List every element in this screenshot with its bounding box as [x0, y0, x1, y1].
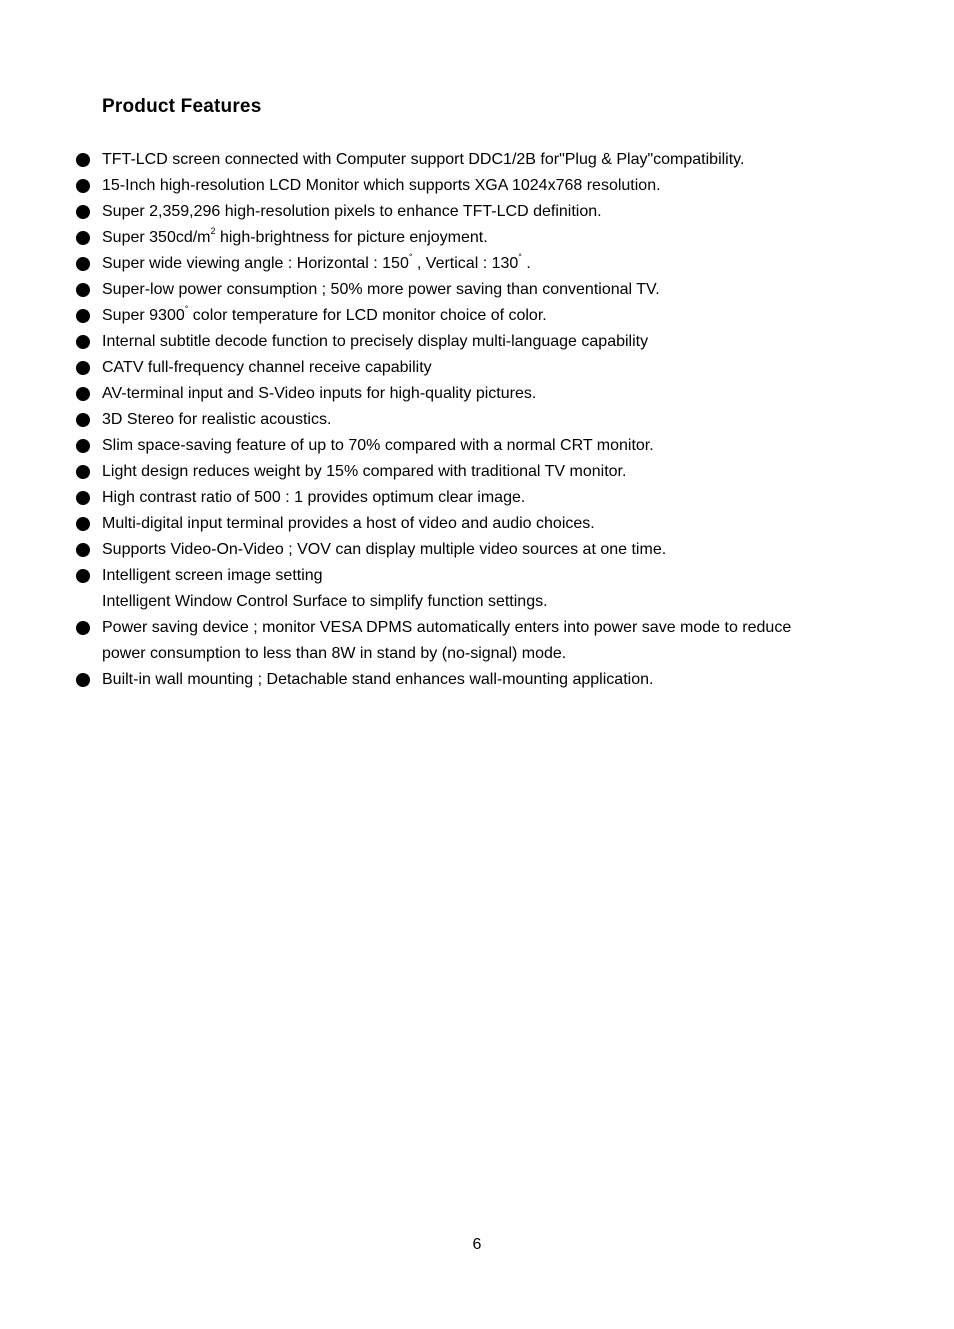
feature-text: , Vertical : 130: [412, 255, 519, 272]
feature-text-line: [102, 459, 876, 485]
bullet-icon: [76, 465, 90, 479]
feature-text-line: [102, 511, 876, 537]
feature-text-line: [102, 433, 876, 459]
bullet-icon: [76, 231, 90, 245]
bullet-icon: [76, 309, 90, 323]
feature-item: [76, 173, 876, 199]
feature-text-line: [102, 199, 876, 225]
feature-text-line: [102, 329, 876, 355]
bullet-icon: [76, 569, 90, 583]
feature-text: color temperature for LCD monitor choice of color.: [188, 307, 547, 324]
feature-text: Supports Video-On-Video ; VOV can display multiple video sources at one time.: [102, 541, 667, 558]
feature-text-line: [102, 537, 876, 563]
bullet-icon: [76, 205, 90, 219]
bullet-icon: [76, 543, 90, 557]
feature-item: [76, 615, 876, 667]
feature-text-line: [102, 563, 876, 589]
feature-item: [76, 355, 876, 381]
feature-item: [76, 199, 876, 225]
feature-item: [76, 147, 876, 173]
bullet-icon: [76, 257, 90, 271]
feature-text-line: [102, 225, 876, 251]
feature-text: Slim space-saving feature of up to 70% compared with a normal CRT monitor.: [102, 437, 654, 454]
feature-text-line: [102, 667, 876, 693]
feature-text-line: [102, 147, 876, 173]
feature-text-line: [102, 251, 876, 277]
superscript: °: [408, 251, 413, 262]
feature-text: AV-terminal input and S-Video inputs for high-quality pictures.: [102, 385, 537, 402]
superscript: 2: [210, 225, 216, 236]
feature-text-line: [102, 303, 876, 329]
feature-text: Multi-digital input terminal provides a host of video and audio choices.: [102, 515, 595, 532]
feature-item: [76, 459, 876, 485]
bullet-icon: [76, 517, 90, 531]
feature-text: TFT-LCD screen connected with Computer support DDC1/2B for"Plug & Play"compatibility.: [102, 151, 745, 168]
feature-text-line: [102, 485, 876, 511]
feature-item: [76, 277, 876, 303]
bullet-icon: [76, 387, 90, 401]
feature-item: [76, 381, 876, 407]
feature-text-line: [102, 641, 876, 667]
bullet-icon: [76, 491, 90, 505]
feature-text: Super 350cd/m: [102, 229, 211, 246]
feature-item: [76, 303, 876, 329]
feature-text-line: [102, 173, 876, 199]
feature-text-line: [102, 381, 876, 407]
feature-text: 3D Stereo for realistic acoustics.: [102, 411, 332, 428]
feature-text: Light design reduces weight by 15% compared with traditional TV monitor.: [102, 463, 627, 480]
page-title: Product Features: [102, 96, 262, 117]
feature-item: [76, 537, 876, 563]
feature-list: [76, 147, 876, 693]
feature-item: [76, 329, 876, 355]
bullet-icon: [76, 283, 90, 297]
feature-item: [76, 407, 876, 433]
feature-text: Super 2,359,296 high-resolution pixels to enhance TFT-LCD definition.: [102, 203, 602, 220]
feature-text: Internal subtitle decode function to precisely display multi-language capability: [102, 333, 649, 350]
feature-item: [76, 485, 876, 511]
feature-text: CATV full-frequency channel receive capability: [102, 359, 432, 376]
feature-text: Super wide viewing angle : Horizontal : 150: [102, 255, 409, 272]
feature-item: [76, 251, 876, 277]
feature-text: Intelligent Window Control Surface to simplify function settings.: [102, 593, 548, 610]
feature-text: high-brightness for picture enjoyment.: [215, 229, 488, 246]
feature-item: [76, 225, 876, 251]
bullet-icon: [76, 413, 90, 427]
bullet-icon: [76, 153, 90, 167]
feature-text-line: [102, 277, 876, 303]
bullet-icon: [76, 439, 90, 453]
feature-text: Intelligent screen image setting: [102, 567, 323, 584]
feature-item: [76, 433, 876, 459]
feature-text: Built-in wall mounting ; Detachable stand enhances wall-mounting application.: [102, 671, 654, 688]
feature-text: High contrast ratio of 500 : 1 provides optimum clear image.: [102, 489, 526, 506]
superscript: °: [184, 303, 189, 314]
feature-text-line: [102, 407, 876, 433]
bullet-icon: [76, 361, 90, 375]
feature-text-line: [102, 355, 876, 381]
feature-text: Power saving device ; monitor VESA DPMS automatically enters into power save mode to reduce: [102, 619, 792, 636]
feature-text-line: [102, 589, 876, 615]
feature-text: 15-Inch high-resolution LCD Monitor which supports XGA 1024x768 resolution.: [102, 177, 661, 194]
feature-text: Super-low power consumption ; 50% more power saving than conventional TV.: [102, 281, 660, 298]
feature-item: [76, 667, 876, 693]
feature-item: [76, 511, 876, 537]
bullet-icon: [76, 179, 90, 193]
feature-text: Super 9300: [102, 307, 185, 324]
bullet-icon: [76, 673, 90, 687]
bullet-icon: [76, 621, 90, 635]
page-number: 6: [472, 1236, 482, 1253]
bullet-icon: [76, 335, 90, 349]
feature-text: .: [521, 255, 531, 272]
feature-item: [76, 563, 876, 615]
superscript: °: [518, 251, 522, 262]
feature-text: power consumption to less than 8W in stand by (no-signal) mode.: [102, 645, 567, 662]
feature-text-line: [102, 615, 876, 641]
